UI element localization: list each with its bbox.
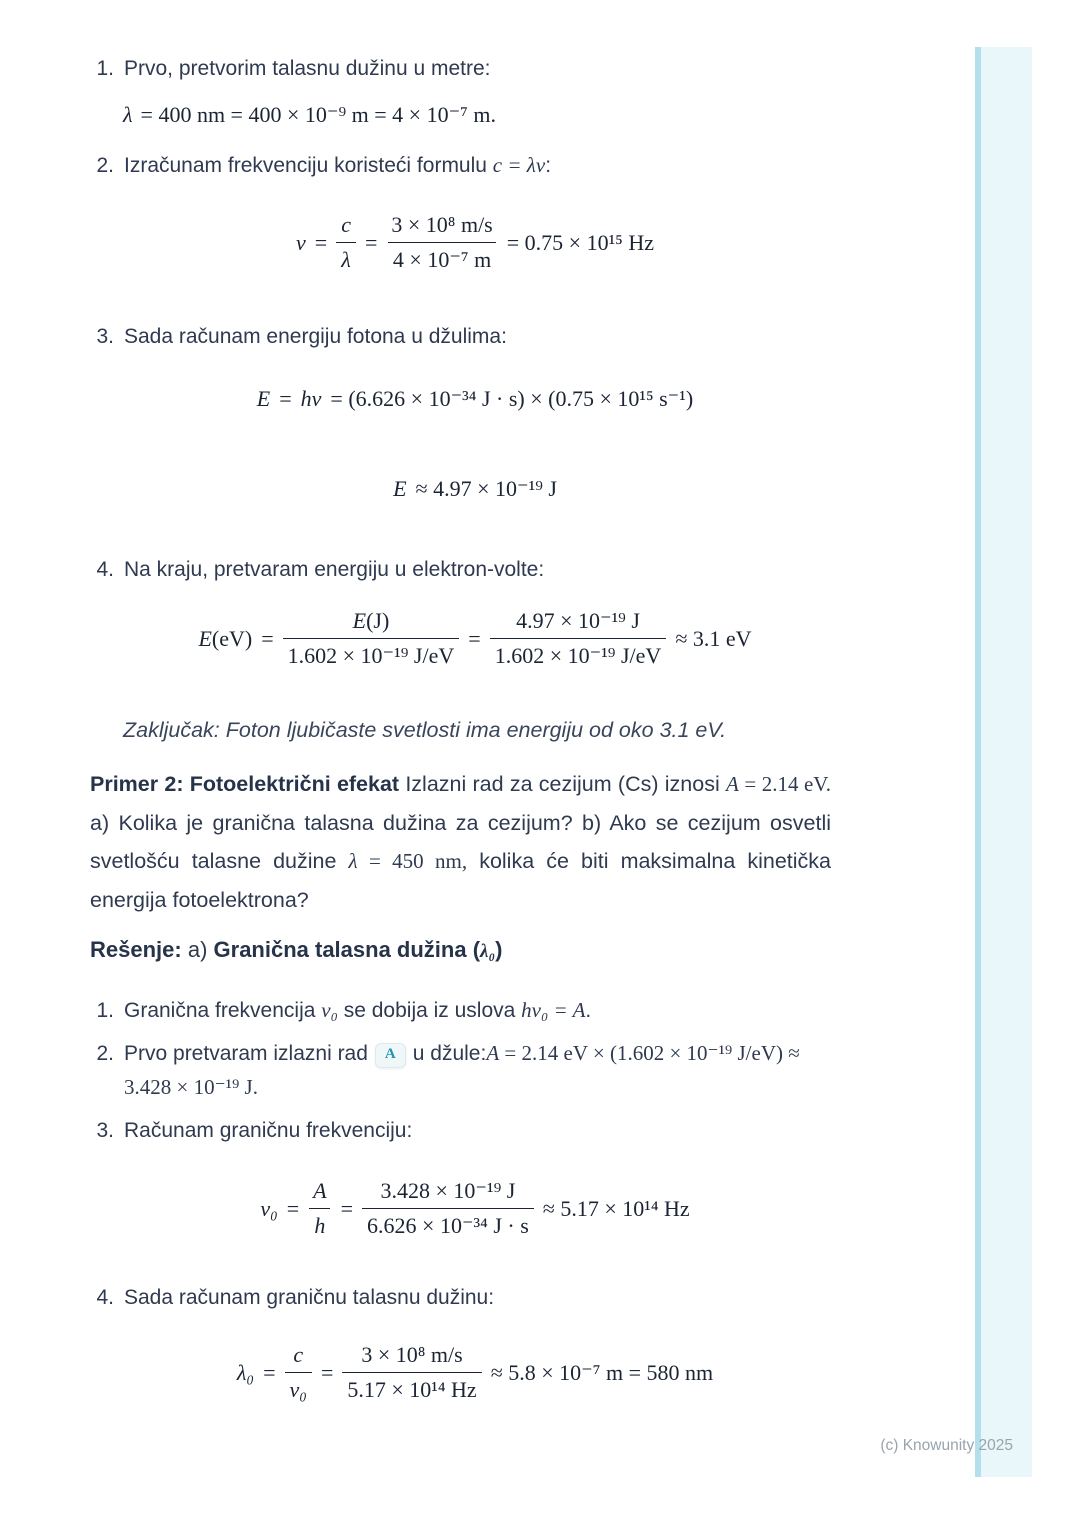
paragraph-text: kolika će biti maksimalna kinetička energija fotoelektrona? xyxy=(90,849,831,912)
inline-math-variable: A xyxy=(725,772,739,796)
equation-frequency xyxy=(90,212,860,273)
math-operator: = xyxy=(314,229,328,255)
math-result: ≈ 4.97 × 10⁻¹⁹ J xyxy=(415,476,557,501)
list-number: 3. xyxy=(96,1119,114,1142)
fraction xyxy=(342,1342,481,1403)
equation-photon-energy xyxy=(90,386,860,412)
fraction-denominator: 1.602 × 10⁻¹⁹ J/eV xyxy=(490,638,667,669)
math-lhs xyxy=(198,626,252,652)
math-result: = 0.75 × 10¹⁵ Hz xyxy=(506,229,654,255)
fraction-numerator: c xyxy=(341,212,351,237)
fraction xyxy=(308,1178,331,1239)
step-text-suffix: : xyxy=(545,154,552,177)
equation-threshold-wavelength xyxy=(90,1342,860,1403)
inline-math-variable: A xyxy=(486,1041,500,1065)
math-variable: λ₀ xyxy=(236,1359,255,1385)
list-number: 3. xyxy=(96,325,114,348)
paragraph-text: a) Kolika je granična talasna dužina za cezijum? b) Ako se cezijum osvetli svetlošću talasne dužine xyxy=(90,810,831,874)
heading-math: λ₀ xyxy=(480,941,496,962)
fraction-denominator: λ xyxy=(336,242,356,273)
list-text: Sada računam graničnu talasnu dužinu: xyxy=(124,1286,495,1309)
math-operator: = xyxy=(364,229,378,255)
math-units: (eV) xyxy=(211,625,253,651)
list-number: 1. xyxy=(96,999,114,1022)
fraction-denominator: v₀ xyxy=(285,1372,312,1403)
math-operator: = xyxy=(286,1195,300,1221)
list-text: Računam graničnu frekvenciju: xyxy=(124,1119,413,1142)
fraction-numerator: c xyxy=(293,1342,304,1367)
list-text: Sada računam energiju fotona u džulima: xyxy=(124,325,507,348)
heading-normal: a) xyxy=(181,937,214,962)
math-variable: hv xyxy=(300,386,322,411)
step-text-suffix: . xyxy=(585,999,592,1022)
list-number: 2. xyxy=(96,1042,114,1065)
math-variable: λ xyxy=(123,102,133,127)
heading-bold: Granična talasna dužina ( xyxy=(213,937,481,962)
equation-electron-volt xyxy=(90,608,860,669)
step-compute-frequency xyxy=(90,149,830,183)
fraction-denominator: h xyxy=(309,1208,330,1239)
math-operator: = xyxy=(279,386,292,411)
list-number: 4. xyxy=(96,1286,114,1309)
inline-math: hv₀ = A xyxy=(521,998,586,1022)
list-text xyxy=(124,994,830,1028)
heading-bold: ) xyxy=(495,937,503,962)
fraction xyxy=(386,212,497,273)
step-convert-to-ev xyxy=(90,553,830,587)
step-text-body: Izračunam frekvenciju koristeći formulu xyxy=(124,154,493,177)
step-convert-wavelength xyxy=(90,52,830,86)
fraction-numerator: 4.97 × 10⁻¹⁹ J xyxy=(516,608,640,633)
fraction-numerator: 3.428 × 10⁻¹⁹ J xyxy=(380,1178,516,1203)
solution-step-threshold-condition xyxy=(90,994,830,1028)
math-result: ≈ 3.1 eV xyxy=(675,625,752,651)
math-variable: v xyxy=(296,229,306,255)
list-text xyxy=(124,1037,830,1104)
solution-step-threshold-wavelength xyxy=(90,1281,830,1315)
list-number: 1. xyxy=(96,57,114,80)
math-result: ≈ 5.17 × 10¹⁴ Hz xyxy=(542,1195,690,1221)
list-number: 2. xyxy=(96,154,114,177)
math-expression: = (6.626 × 10⁻³⁴ J · s) × (0.75 × 10¹⁵ s⁻¹) xyxy=(330,386,694,411)
list-text xyxy=(124,149,830,183)
step-text-body: u džule: xyxy=(412,1042,487,1065)
fraction-denominator: 1.602 × 10⁻¹⁹ J/eV xyxy=(283,638,460,669)
paragraph-text: Izlazni rad za cezijum (Cs) iznosi xyxy=(399,772,726,796)
fraction xyxy=(283,608,460,669)
step-text-body: se dobija iz uslova xyxy=(337,999,522,1022)
solution-step-threshold-frequency xyxy=(90,1114,830,1148)
solution-heading xyxy=(90,937,502,963)
math-variable: E xyxy=(393,476,407,501)
math-operator: = xyxy=(320,1359,334,1385)
list-number: 4. xyxy=(96,558,114,581)
solution-step-convert-work-function xyxy=(90,1037,830,1104)
fraction-denominator: 4 × 10⁻⁷ m xyxy=(388,242,496,273)
fraction-numerator: 3 × 10⁸ m/s xyxy=(361,1342,463,1367)
inline-math: c = λv xyxy=(492,153,546,177)
fraction xyxy=(285,1342,312,1403)
fraction-numerator: 3 × 10⁸ m/s xyxy=(391,212,493,237)
conclusion-text: Zaključak: Foton ljubičaste svetlosti ima energiju od oko 3.1 eV. xyxy=(123,718,727,742)
fraction xyxy=(490,608,667,669)
inline-math-variable: λ xyxy=(348,849,358,874)
step-text-body: Prvo pretvaram izlazni rad xyxy=(124,1042,368,1065)
math-variable: E xyxy=(198,625,212,651)
inline-math: = 2.14 eV. xyxy=(738,772,832,796)
fraction xyxy=(362,1178,534,1239)
math-variable: E xyxy=(256,386,271,411)
fraction xyxy=(336,212,356,273)
fraction-denominator: 5.17 × 10¹⁴ Hz xyxy=(342,1372,481,1403)
fraction-denominator: 6.626 × 10⁻³⁴ J · s xyxy=(362,1208,534,1239)
math-operator: = xyxy=(468,625,481,651)
math-expression: = 400 nm = 400 × 10⁻⁹ m = 4 × 10⁻⁷ m. xyxy=(140,102,496,127)
page-edge-highlight-bar xyxy=(975,47,1032,1477)
list-text: Na kraju, pretvaram energiju u elektron-volte: xyxy=(124,558,545,581)
inline-math: = 2.14 eV × (1.602 × 10⁻¹⁹ J/eV) ≈ 3.428 × 10⁻¹⁹ J. xyxy=(124,1041,800,1099)
fraction-numerator: A xyxy=(313,1178,327,1203)
equation-energy-result xyxy=(90,476,860,502)
list-text: Prvo, pretvorim talasnu dužinu u metre: xyxy=(124,57,491,80)
example2-paragraph xyxy=(90,765,831,919)
step-text-body: Granična frekvencija xyxy=(124,999,322,1022)
inline-math-variable: v₀ xyxy=(321,998,338,1022)
fraction-numerator: E(J) xyxy=(352,608,390,633)
step-compute-energy xyxy=(90,320,830,354)
math-variable: v₀ xyxy=(260,1195,278,1221)
math-operator: = xyxy=(261,625,274,651)
math-operator: = xyxy=(340,1195,354,1221)
copyright-footer: (c) Knowunity 2025 xyxy=(880,1437,1013,1454)
equation-threshold-frequency xyxy=(90,1178,860,1239)
example2-title: Primer 2: Fotoelektrični efekat xyxy=(90,772,400,796)
equation-wavelength-conversion xyxy=(123,102,496,128)
math-result: ≈ 5.8 × 10⁻⁷ m = 580 nm xyxy=(490,1359,714,1385)
math-operator: = xyxy=(263,1359,276,1385)
concept-chip-A[interactable]: A xyxy=(375,1043,406,1068)
inline-math: = 450 nm, xyxy=(357,849,468,874)
heading-bold: Rešenje: xyxy=(90,937,182,962)
